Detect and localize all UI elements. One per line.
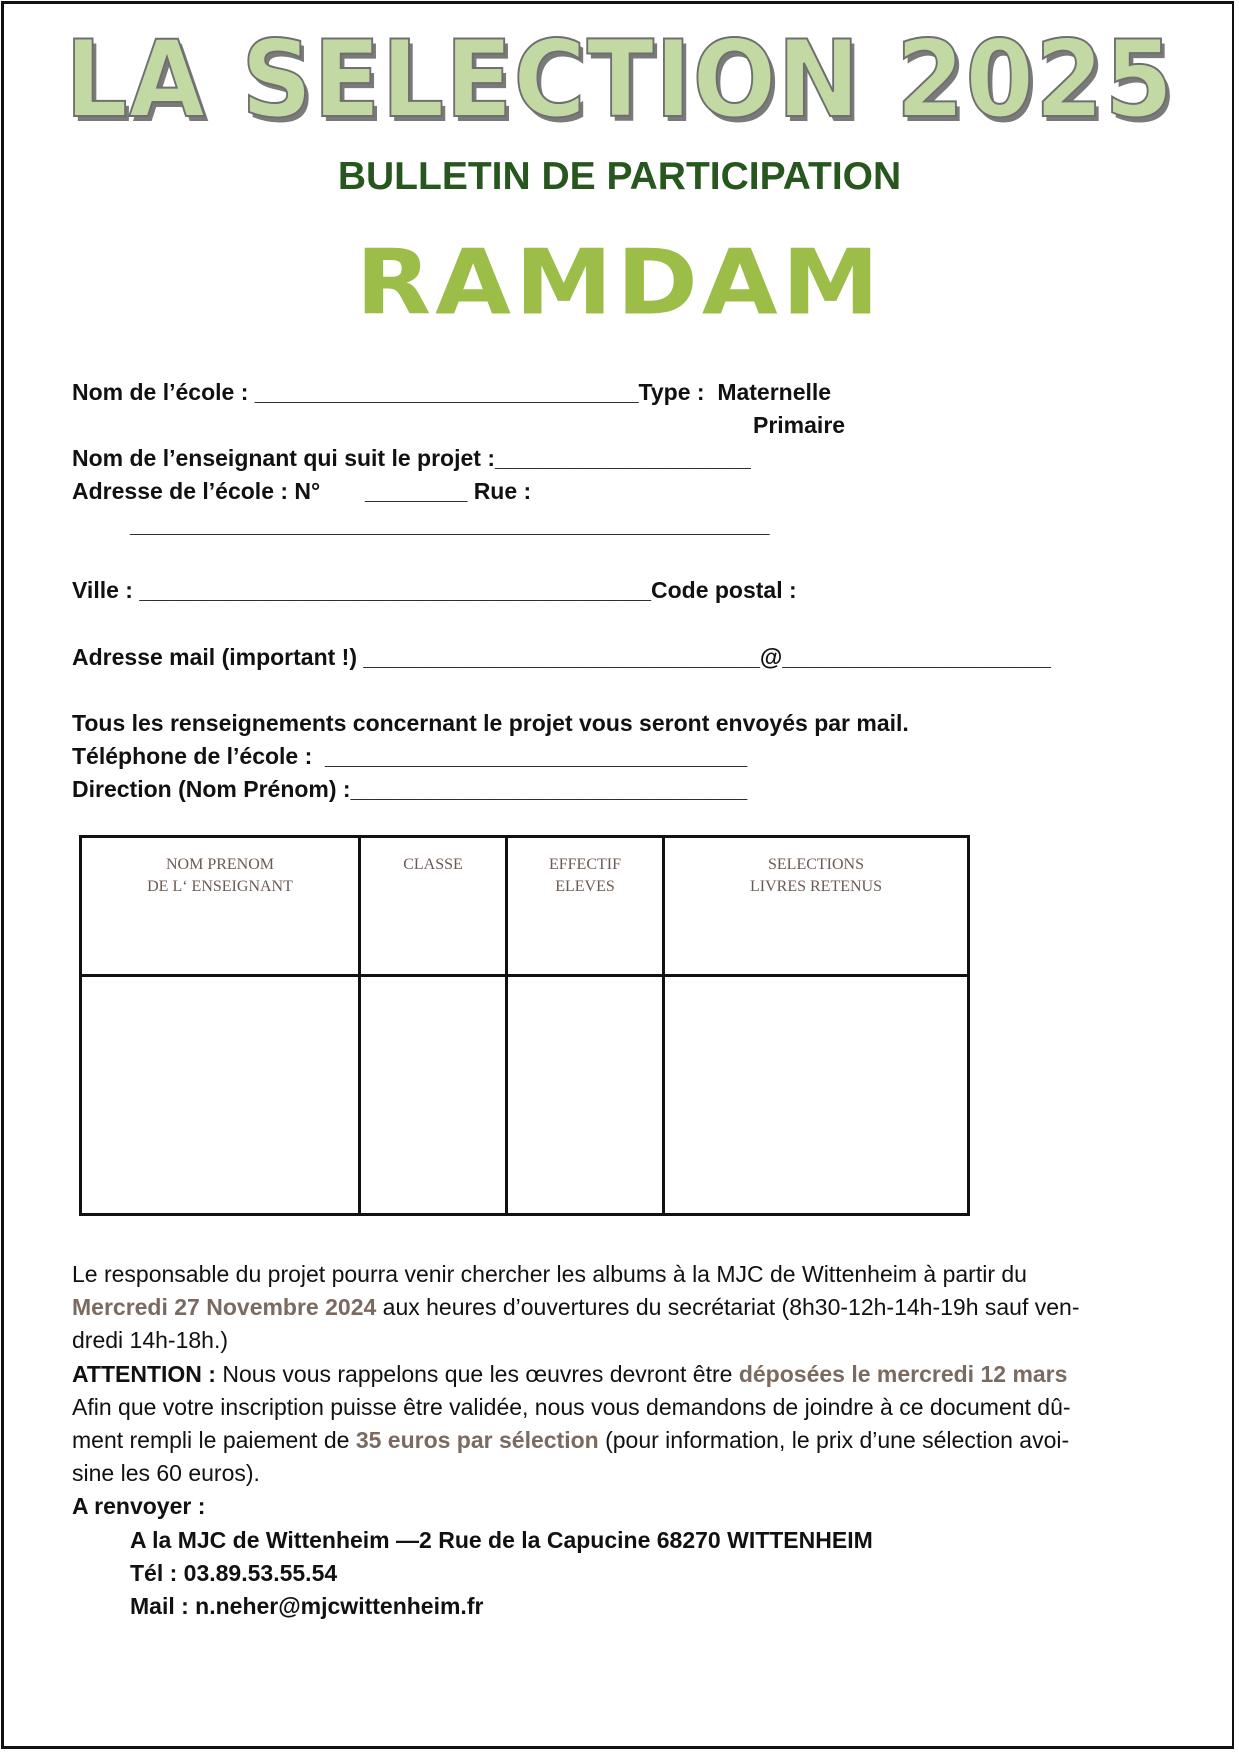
header-nom-prenom: NOM PRENOM DE L‘ ENSEIGNANT <box>81 837 360 976</box>
teacher-field[interactable]: Nom de l’enseignant qui suit le projet :____________________ <box>72 445 751 471</box>
direction-field[interactable]: Direction (Nom Prénom) :_______________________________ <box>72 776 748 802</box>
send-address: A la MJC de Wittenheim —2 Rue de la Capucine 68270 WITTENHEIM <box>130 1526 873 1553</box>
send-phone: Tél : 03.89.53.55.54 <box>130 1559 338 1586</box>
table-row[interactable] <box>81 976 969 1215</box>
notes-section <box>72 1258 1172 1623</box>
page-subtitle: BULLETIN DE PARTICIPATION <box>337 155 902 198</box>
cell-selections[interactable] <box>664 976 969 1215</box>
header-classe: CLASSE <box>360 837 507 976</box>
header-effectif: EFFECTIF ELEVES <box>507 837 664 976</box>
header-selections: SELECTIONS LIVRES RETENUS <box>664 837 969 976</box>
info-text: Tous les renseignements concernant le projet vous seront envoyés par mail. <box>72 710 909 736</box>
brand-logo: RAMDAM <box>355 230 884 336</box>
send-label: A renvoyer : <box>72 1493 206 1520</box>
cell-nom-prenom[interactable] <box>81 976 360 1215</box>
attention-label: ATTENTION : <box>72 1360 216 1387</box>
phone-field[interactable]: Téléphone de l’école : _________________________________ <box>72 743 748 769</box>
school-name-field[interactable]: Nom de l’école : ______________________________Type : Maternelle <box>72 379 832 405</box>
email-field[interactable]: Adresse mail (important !) _______________________________@_____________________ <box>72 644 1051 670</box>
address-field[interactable]: Adresse de l’école : N° ________ Rue : <box>72 478 532 504</box>
cell-effectif[interactable] <box>507 976 664 1215</box>
attention-paragraph: ATTENTION : Nous vous rappelons que les œuvres devront être déposées le mercredi 12 mars <box>72 1360 1068 1387</box>
payment-paragraph: Afin que votre inscription puisse être validée, nous vous demandons de joindre à ce document dû- ment rempli le paiement de 35 euros par sélection (pour information, le prix d’une sélection avoi- sine les 60 euros). <box>72 1393 1071 1487</box>
page-title: LA SELECTION 2025 <box>64 18 1174 141</box>
send-mail[interactable]: Mail : n.neher@mjcwittenheim.fr <box>130 1593 484 1620</box>
cell-classe[interactable] <box>360 976 507 1215</box>
pickup-date: Mercredi 27 Novembre 2024 <box>72 1294 377 1321</box>
pickup-paragraph: Le responsable du projet pourra venir chercher les albums à la MJC de Wittenheim à partir du Mercredi 27 Novembre 2024 aux heures d’ouvertures du secrétariat (8h30-12h-14h-19h sauf ven- dredi 14h-18h.) <box>72 1261 1080 1354</box>
table-header-row <box>81 837 969 976</box>
address-line-field[interactable]: __________________________________________________ <box>130 511 770 537</box>
teacher-table <box>79 835 970 1216</box>
type-primaire-option[interactable]: Primaire <box>753 412 846 438</box>
city-field[interactable]: Ville : ________________________________________Code postal : <box>72 577 797 603</box>
price: 35 euros par sélection <box>355 1427 599 1454</box>
deposit-date: déposées le mercredi 12 mars <box>738 1360 1068 1387</box>
